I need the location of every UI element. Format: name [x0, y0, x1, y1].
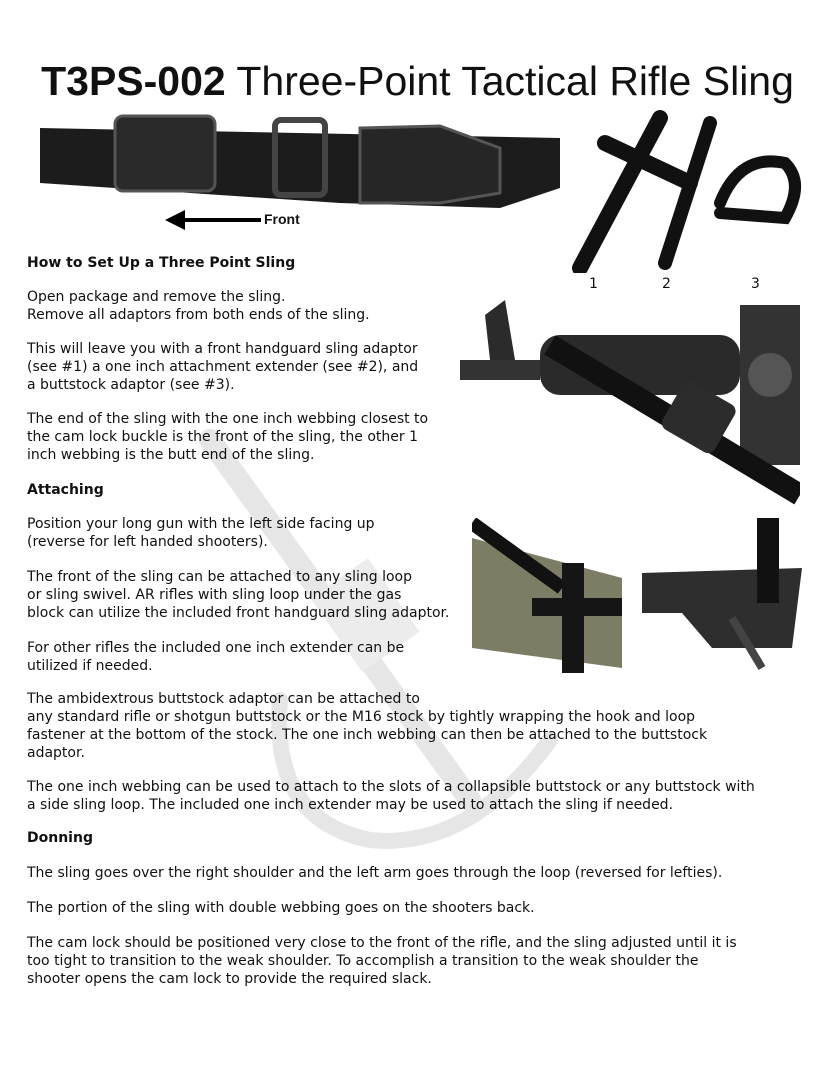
paragraph — [27, 690, 707, 762]
heading-donning: Donning — [27, 830, 93, 846]
paragraph — [27, 340, 418, 394]
text-line: a side sling loop. The included one inch extender may be used to attach the sling if needed. — [27, 797, 674, 813]
text-line: The sling goes over the right shoulder and the left arm goes through the loop (reversed for lefties). — [27, 865, 723, 881]
text-line: For other rifles the included one inch extender can be — [27, 640, 405, 656]
text-line: (reverse for left handed shooters). — [27, 534, 268, 550]
text-line: The end of the sling with the one inch webbing closest to — [27, 411, 429, 427]
green-stock-photo — [472, 518, 632, 683]
text-line: The portion of the sling with double webbing goes on the shooters back. — [27, 900, 535, 916]
text-line: (see #1) a one inch attachment extender (see #2), and — [27, 359, 419, 375]
sling-buckle-photo — [40, 108, 565, 233]
front-label: Front — [264, 211, 300, 227]
text-line: Remove all adaptors from both ends of the sling. — [27, 307, 370, 323]
paragraph — [27, 934, 737, 988]
text-line: Position your long gun with the left side facing up — [27, 516, 375, 532]
text-line: Open package and remove the sling. — [27, 289, 286, 305]
text-line: or sling swivel. AR rifles with sling loop under the gas — [27, 587, 402, 603]
black-stock-photo — [642, 518, 802, 683]
adaptor-number-1: 1 — [589, 276, 598, 292]
text-line: The one inch webbing can be used to attach to the slots of a collapsible buttstock or any buttstock with — [27, 779, 755, 795]
product-name: Three-Point Tactical Rifle Sling — [236, 58, 794, 104]
text-line: block can utilize the included front handguard sling adaptor. — [27, 605, 450, 621]
text-line: adaptor. — [27, 745, 85, 761]
arrow-left-icon — [165, 210, 265, 230]
text-line: any standard rifle or shotgun buttstock or the M16 stock by tightly wrapping the hook and loop — [27, 709, 696, 725]
text-line: shooter opens the cam lock to provide the required slack. — [27, 971, 432, 987]
paragraph — [27, 288, 370, 324]
paragraph — [27, 639, 404, 675]
text-line: too tight to transition to the weak shoulder. To accomplish a transition to the weak shoulder the — [27, 953, 699, 969]
text-line: the cam lock buckle is the front of the sling, the other 1 — [27, 429, 419, 445]
paragraph — [27, 515, 375, 551]
text-line: a buttstock adaptor (see #3). — [27, 377, 235, 393]
adaptor-number-2: 2 — [662, 276, 671, 292]
page-title — [0, 58, 835, 105]
product-code: T3PS-002 — [41, 58, 226, 104]
text-line: fastener at the bottom of the stock. The one inch webbing can then be attached to the buttstock — [27, 727, 708, 743]
text-line: inch webbing is the butt end of the sling. — [27, 447, 315, 463]
adaptors-photo — [570, 108, 810, 273]
text-line: The cam lock should be positioned very close to the front of the rifle, and the sling adjusted until it is — [27, 935, 737, 951]
paragraph — [27, 899, 535, 917]
text-line: The front of the sling can be attached to any sling loop — [27, 569, 412, 585]
paragraph — [27, 568, 449, 622]
heading-setup: How to Set Up a Three Point Sling — [27, 255, 296, 271]
paragraph — [27, 778, 755, 814]
text-line: The ambidextrous buttstock adaptor can be attached to — [27, 691, 420, 707]
adaptor-number-3: 3 — [751, 276, 760, 292]
rifle-handguard-photo — [460, 295, 800, 510]
text-line: This will leave you with a front handguard sling adaptor — [27, 341, 418, 357]
text-line: utilized if needed. — [27, 658, 153, 674]
paragraph — [27, 410, 428, 464]
heading-attaching: Attaching — [27, 482, 104, 498]
paragraph — [27, 864, 722, 882]
